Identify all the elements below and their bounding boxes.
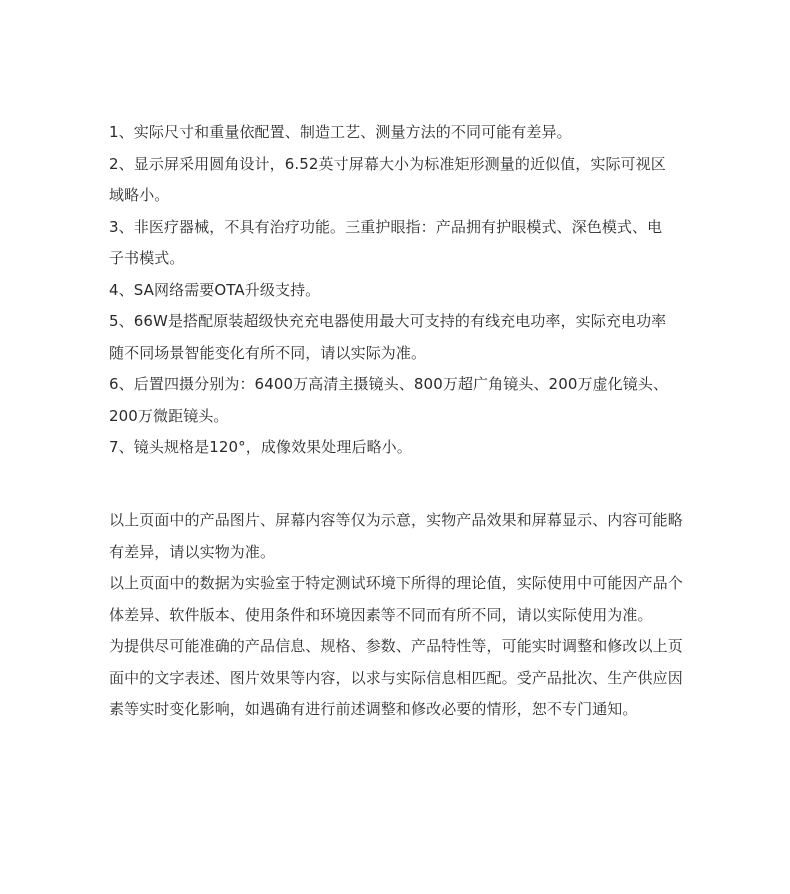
notes-list bbox=[109, 117, 709, 464]
disclaimer-section bbox=[109, 505, 709, 726]
note-line: 4、SA网络需要OTA升级支持。 bbox=[109, 280, 321, 299]
note-line: 3、非医疗器械，不具有治疗功能。三重护眼指：产品拥有护眼模式、深色模式、电 bbox=[109, 217, 663, 236]
disclaimer-paragraph bbox=[109, 568, 709, 631]
note-item bbox=[109, 275, 709, 307]
note-item bbox=[109, 432, 709, 464]
note-line: 1、实际尺寸和重量依配置、制造工艺、测量方法的不同可能有差异。 bbox=[109, 123, 572, 141]
disclaimer-line: 有差异，请以实物为准。 bbox=[109, 542, 276, 561]
note-line: 200万微距镜头。 bbox=[109, 406, 229, 425]
note-line: 7、镜头规格是120°，成像效果处理后略小。 bbox=[109, 438, 412, 456]
disclaimer-paragraph bbox=[109, 505, 709, 568]
disclaimer-paragraph bbox=[109, 631, 709, 726]
disclaimer-line: 素等实时变化影响，如遇确有进行前述调整和修改必要的情形，恕不专门通知。 bbox=[109, 700, 638, 718]
disclaimer-line: 面中的文字表述、图片效果等内容，以求与实际信息相匹配。受产品批次、生产供应因 bbox=[109, 668, 683, 687]
note-line: 2、显示屏采用圆角设计，6.52英寸屏幕大小为标准矩形测量的近似值，实际可视区 bbox=[109, 154, 666, 173]
disclaimer-line: 以上页面中的数据为实验室于特定测试环境下所得的理论值，实际使用中可能因产品个 bbox=[109, 574, 683, 592]
note-item bbox=[109, 306, 709, 369]
note-line: 随不同场景智能变化有所不同，请以实际为准。 bbox=[109, 343, 427, 362]
note-line: 6、后置四摄分别为：6400万高清主摄镜头、800万超广角镜头、200万虚化镜头、 bbox=[109, 375, 669, 393]
note-item bbox=[109, 369, 709, 432]
disclaimer-line: 体差异、软件版本、使用条件和环境因素等不同而有所不同，请以实际使用为准。 bbox=[109, 605, 653, 624]
note-line: 子书模式。 bbox=[109, 249, 185, 267]
note-item bbox=[109, 117, 709, 149]
disclaimer-line: 为提供尽可能准确的产品信息、规格、参数、产品特性等，可能实时调整和修改以上页 bbox=[109, 637, 683, 655]
note-line: 5、66W是搭配原装超级快充充电器使用最大可支持的有线充电功率，实际充电功率 bbox=[109, 312, 667, 330]
disclaimer-line: 以上页面中的产品图片、屏幕内容等仅为示意，实物产品效果和屏幕显示、内容可能略 bbox=[109, 511, 683, 529]
note-item bbox=[109, 149, 709, 212]
note-line: 域略小。 bbox=[109, 186, 170, 204]
note-item bbox=[109, 212, 709, 275]
